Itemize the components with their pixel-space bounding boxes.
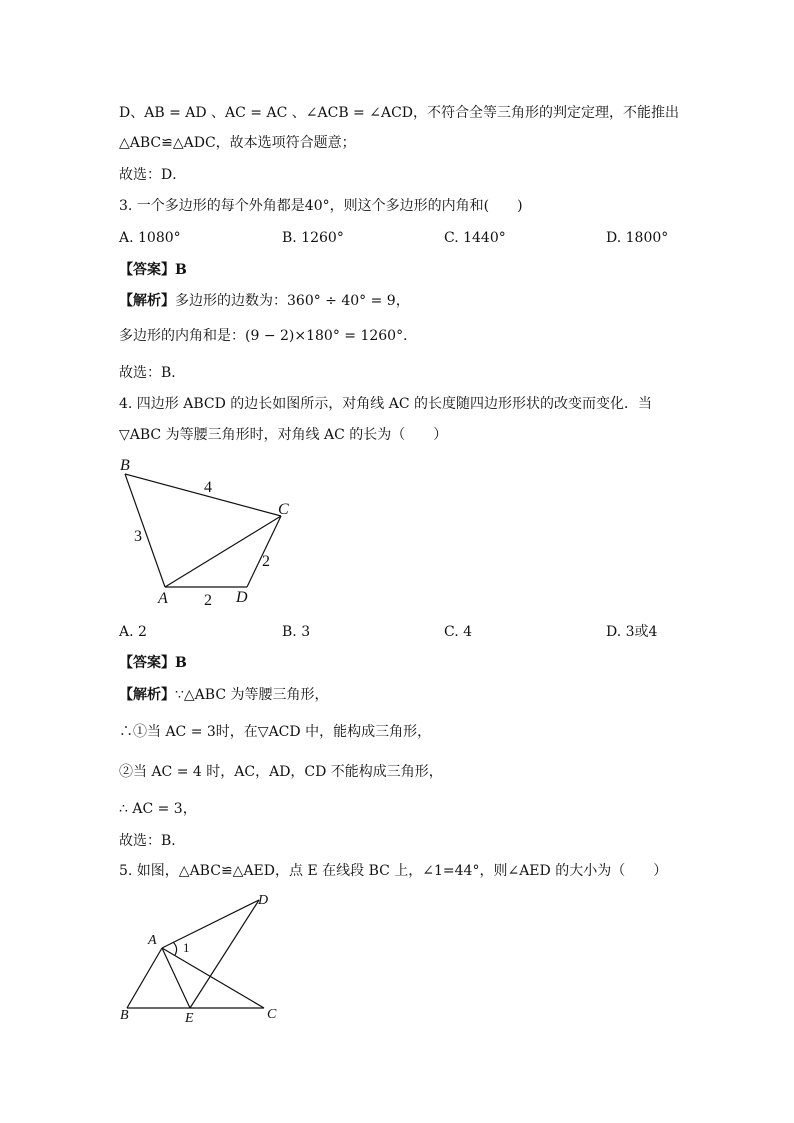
q3-analysis-line2: 多边形的内角和是：(9 − 2)×180° = 1260°． <box>119 328 418 344</box>
q5-label-e: E <box>185 1011 194 1026</box>
q5-stem: 5. 如图，△ABC≌△AED，点 E 在线段 BC 上，∠1=44°，则∠AED 的大小为（ ） <box>119 863 668 879</box>
q4-option-a: A. 2 <box>119 624 147 640</box>
q4-choice: 故选：B． <box>119 833 186 849</box>
q4-label-c: C <box>278 501 289 518</box>
q4-quadrilateral-figure <box>110 450 300 615</box>
q4-length-ad: 2 <box>204 592 212 609</box>
q4-analysis-line4: ∴ AC = 3， <box>119 801 197 817</box>
q5-side-ac <box>162 948 264 1008</box>
q5-label-d: D <box>258 893 269 908</box>
q4-length-ab: 3 <box>134 528 142 545</box>
q4-length-bc: 4 <box>204 479 212 496</box>
q5-label-a: A <box>148 933 157 948</box>
q4-answer: 【答案】B <box>119 655 187 671</box>
q3-answer: 【答案】B <box>119 262 187 278</box>
q4-stem-line1: 4. 四边形 ABCD 的边长如图所示，对角线 AC 的长度随四边形形状的改变而变化．当 <box>119 396 653 412</box>
q3-option-a: A. 1080° <box>119 230 181 246</box>
q5-angle-1-label: 1 <box>183 940 190 955</box>
q5-label-c: C <box>267 1007 277 1022</box>
q3-option-b: B. 1260° <box>282 230 344 246</box>
q4-side-ab <box>125 474 165 587</box>
q5-side-ae <box>162 948 190 1008</box>
q4-analysis-line1 <box>119 685 329 705</box>
q4-label-a: A <box>158 590 168 607</box>
q4-length-cd: 2 <box>262 553 270 570</box>
q5-side-ab <box>127 948 162 1008</box>
q3-choice: 故选：B． <box>119 365 186 381</box>
q4-option-d: D. 3或4 <box>606 624 658 640</box>
q3-analysis-text1: 多边形的边数为：360° ÷ 40° = 9， <box>175 293 410 309</box>
q5-angle-1-arc <box>173 942 177 955</box>
q4-option-c: C. 4 <box>444 624 473 640</box>
q4-analysis-label: 【解析】 <box>119 687 175 703</box>
q3-option-d: D. 1800° <box>606 230 669 246</box>
q3-analysis-line1 <box>119 291 410 311</box>
q4-analysis-text1: ∵△ABC 为等腰三角形， <box>175 687 329 703</box>
q3-option-c: C. 1440° <box>444 230 506 246</box>
q2-choice: 故选：D． <box>119 167 187 183</box>
q3-analysis-label: 【解析】 <box>119 293 175 309</box>
q3-stem: 3. 一个多边形的每个外角都是40°，则这个多边形的内角和( ) <box>119 198 523 214</box>
q5-triangles-figure <box>112 888 292 1028</box>
q5-label-b: B <box>120 1008 129 1023</box>
q4-analysis-line3: ②当 AC = 4 时，AC，AD，CD 不能构成三角形， <box>119 764 443 780</box>
q5-side-de <box>190 900 259 1008</box>
q2-option-d-line2: △ABC≌△ADC，故本选项符合题意； <box>119 135 356 151</box>
q4-stem-line2: ▽ABC 为等腰三角形时，对角线 AC 的长为（ ） <box>119 427 448 443</box>
q4-side-bc <box>125 474 281 516</box>
q2-option-d-line1: D、AB = AD 、AC = AC 、∠ACB = ∠ACD，不符合全等三角形的判定定理，不能推出 <box>119 105 680 121</box>
q4-label-d: D <box>236 589 248 606</box>
q4-option-b: B. 3 <box>282 624 311 640</box>
q4-analysis-line2: ∴①当 AC = 3时，在▽ACD 中，能构成三角形， <box>119 724 432 740</box>
q4-label-b: B <box>120 457 130 474</box>
q5-side-ad <box>162 900 259 948</box>
